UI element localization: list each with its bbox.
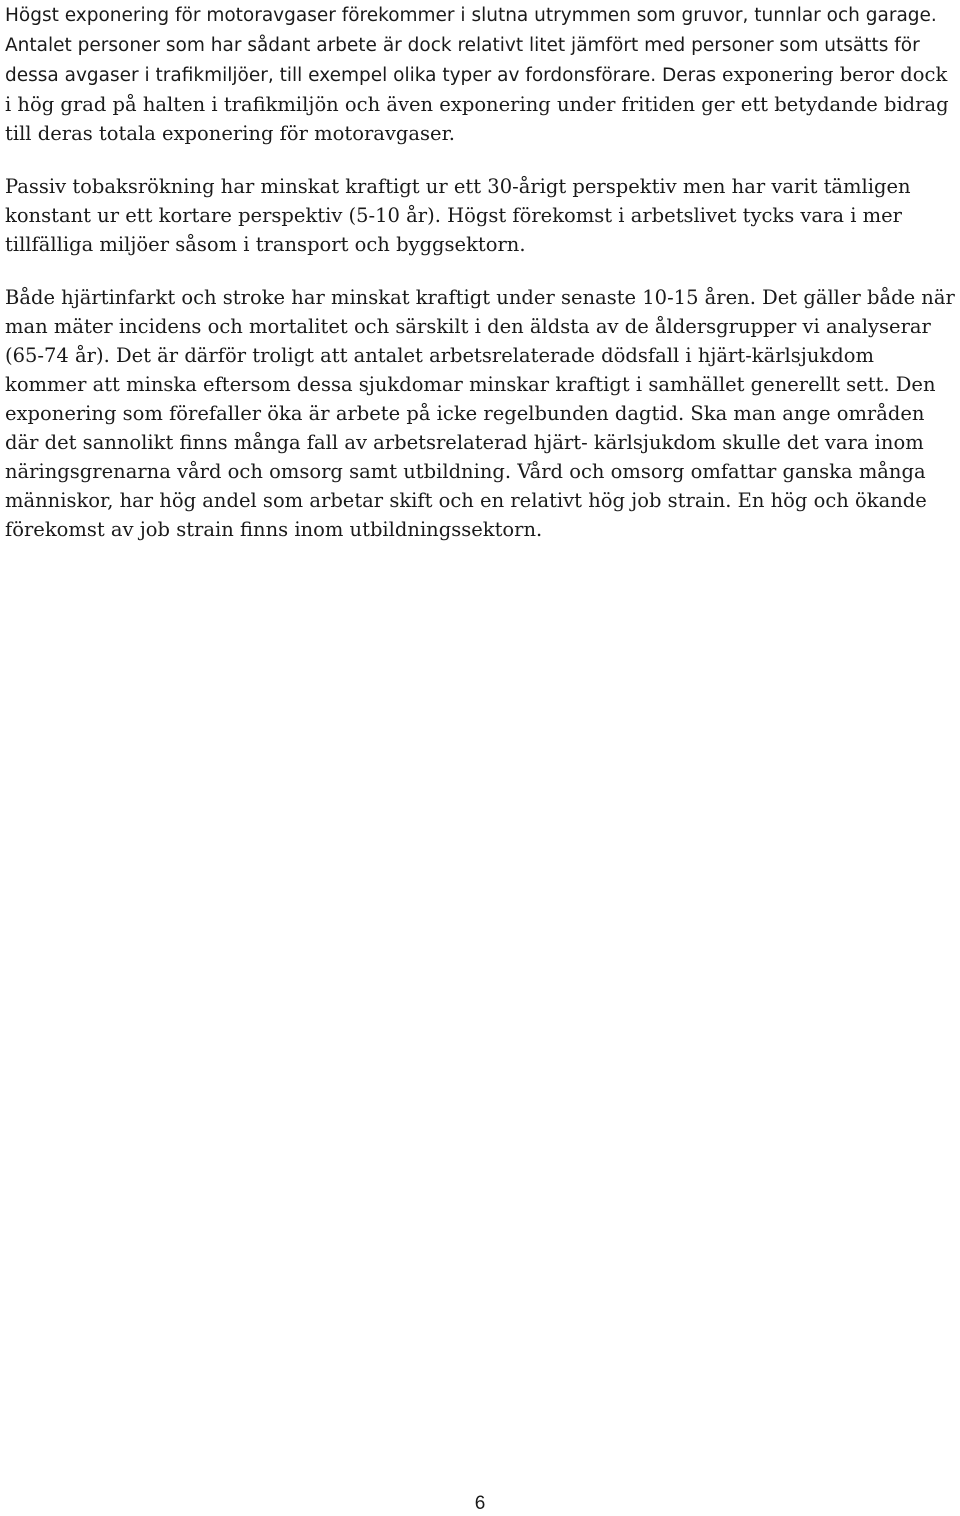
paragraph-text: exponering beror dock i hög grad på halten i trafikmiljön och även exponering under fritiden ger ett betydande bidrag till deras totala exponering för motoravgaser. — [5, 63, 949, 145]
document-body — [5, 0, 957, 568]
paragraph-text: Högst exponering för motoravgaser förekommer i slutna utrymmen som gruvor, tunnlar och garage. Antalet personer som har sådant arbete är dock relativt litet jämfört med personer som utsätts för dessa avgaser i trafikmiljöer, till exempel olika typer av fordonsförare. Deras — [5, 5, 937, 86]
page-number: 6 — [474, 1493, 486, 1514]
paragraph-text: Högst förekomst i arbetslivet tycks vara i mer tillfälliga miljöer såsom i transport och byggsektorn. — [5, 204, 902, 256]
paragraph-text: Både hjärtinfarkt och stroke har minskat kraftigt under senaste 10-15 åren. Det gäller både när man mäter incidens och mortalitet och särskilt i den äldsta av de åldersgrupper vi analyserar (65-74 år). Det är därför troligt att antalet arbetsrelaterade dödsfall i hjärt-kärlsjukdom kommer att minska eftersom dessa sjukdomar minskar kraftigt i samhället generellt sett. Den exponering som förefaller öka är arbete på icke regelbunden dagtid. Ska man ange områden där det sannolikt finns många fall av arbetsrelaterad hjärt- kärlsjukdom skulle det vara inom näringsgrenarna vård och omsorg samt utbildning. Vård och omsorg omfattar ganska många människor, har hög andel som arbetar skift och en relativt hög job strain. En hög och ökande förekomst av job strain finns inom utbildningssektorn. — [5, 286, 955, 541]
paragraph-motoravgaser — [5, 0, 957, 148]
paragraph-hjartinfarkt-stroke — [5, 283, 957, 544]
paragraph-passiv-tobaksrokning — [5, 172, 957, 259]
paragraph-text: Passiv tobaksrökning har minskat kraftigt ur ett 30-årigt perspektiv men har varit tämligen konstant ur ett kortare perspektiv (5-10 år). — [5, 175, 911, 227]
